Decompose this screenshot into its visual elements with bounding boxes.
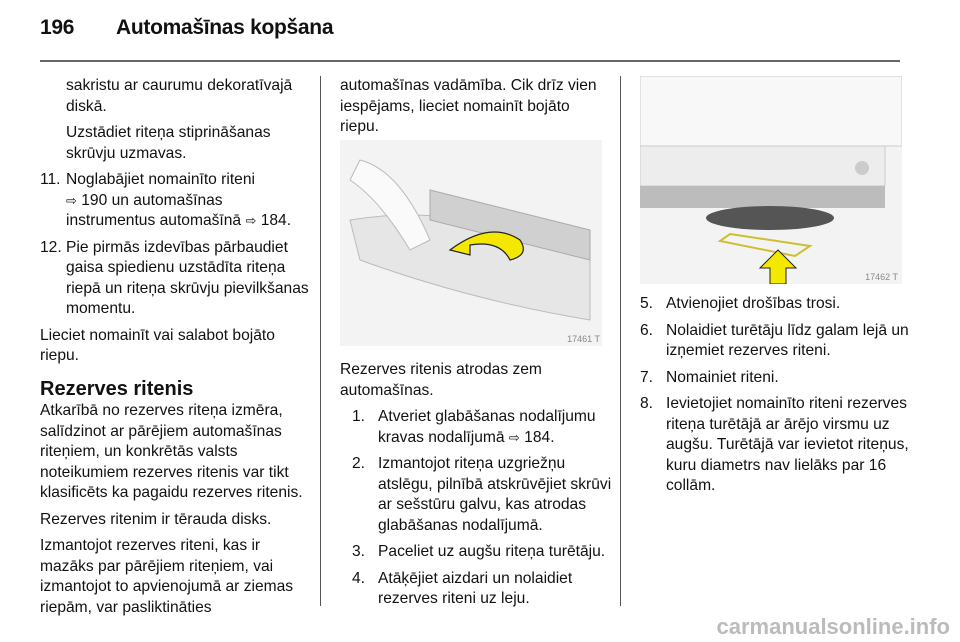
item-number: 2. bbox=[352, 455, 366, 472]
paragraph: Rezerves ritenim ir tērauda disks. bbox=[40, 510, 272, 528]
figure-id: 17462 T bbox=[865, 272, 898, 282]
item-text: Atāķējiet aizdari un nolaidiet rezerves riteni uz leju. bbox=[378, 569, 573, 607]
column-3 bbox=[640, 294, 920, 503]
paragraph: Lieciet nomainīt vai salabot bojāto riepu. bbox=[40, 326, 275, 364]
item-text: Atvienojiet drošības trosi. bbox=[666, 295, 841, 312]
watermark: carmanualsonline.info bbox=[716, 614, 950, 639]
item-number: 12. bbox=[40, 238, 62, 256]
underbody-illustration bbox=[640, 76, 902, 284]
item-text: Izmantojot riteņa uzgriežņu atslēgu, pilnībā atskrūvējiet skrūvi ar sešstūru galvu, kas atrodas glabāšanas nodalījumā. bbox=[378, 455, 612, 534]
text: Atveriet glabāšanas nodalījumu kravas nodalījumā bbox=[378, 408, 596, 446]
item-text bbox=[66, 170, 312, 232]
list-item bbox=[40, 238, 312, 320]
item-text: Nolaidiet turētāju līdz galam lejā un izņemiet rezerves riteni. bbox=[666, 321, 909, 359]
list-item bbox=[640, 321, 920, 362]
figure-id: 17461 T bbox=[567, 334, 600, 344]
column-2 bbox=[340, 76, 612, 144]
page-ref[interactable]: 184 bbox=[524, 428, 551, 446]
page-title: Automašīnas kopšana bbox=[116, 16, 334, 39]
item-number: 1. bbox=[352, 408, 366, 425]
page-ref-arrow-icon: ⇨ bbox=[508, 429, 520, 445]
column-2-lower bbox=[340, 360, 615, 616]
list-item bbox=[40, 170, 312, 232]
list-item bbox=[340, 569, 615, 610]
column-1 bbox=[40, 76, 312, 624]
list-item bbox=[640, 368, 920, 389]
list-item bbox=[640, 394, 920, 497]
item-number: 3. bbox=[352, 543, 366, 560]
trunk-drawing bbox=[340, 140, 602, 346]
paragraph: automašīnas vadāmība. Cik drīz vien iespējams, lieciet nomainīt bojāto riepu. bbox=[340, 77, 597, 135]
page-number: 196 bbox=[40, 16, 75, 39]
item-number: 4. bbox=[352, 569, 366, 587]
item-text: Ievietojiet nomainīto riteni rezerves riteņa turētājā ar ārējo virsmu uz augšu. Turētājā var ievietot riteņus, kuru diametrs nav lielāks par 16 collām. bbox=[666, 395, 909, 494]
page-ref[interactable]: 184 bbox=[260, 212, 287, 229]
item-number: 6. bbox=[640, 321, 654, 339]
paragraph: Rezerves ritenis atrodas zem automašīnas. bbox=[340, 361, 542, 399]
paragraph: Izmantojot rezerves riteni, kas ir mazāks par pārējiem riteņiem, vai izmantojot to apvienojumā ar ziemas riepām, var pasliktināties bbox=[40, 537, 294, 616]
column-divider bbox=[620, 76, 621, 606]
list-item bbox=[340, 542, 615, 563]
underbody-drawing bbox=[640, 76, 902, 284]
item-number: 7. bbox=[640, 368, 654, 386]
paragraph: Uzstādiet riteņa stiprināšanas skrūvju uzmavas. bbox=[66, 124, 271, 162]
item-text: Nomainiet riteni. bbox=[666, 368, 779, 386]
page-ref[interactable]: 190 bbox=[81, 191, 108, 209]
item-number: 5. bbox=[640, 295, 654, 312]
paragraph: Atkarībā no rezerves riteņa izmēra, salīdzinot ar pārējiem automašīnas riteņiem, un konkrētās valsts noteikumiem rezerves ritenis var tikt klasificēts ka pagaidu rezerves ritenis. bbox=[40, 402, 303, 501]
item-number: 11. bbox=[40, 171, 61, 188]
trunk-illustration bbox=[340, 140, 602, 346]
text: Noglabājiet nomainīto riteni bbox=[66, 171, 255, 188]
item-number: 8. bbox=[640, 395, 654, 412]
page-header bbox=[40, 16, 333, 40]
paragraph: sakristu ar caurumu dekoratīvajā diskā. bbox=[66, 77, 293, 115]
list-item bbox=[340, 454, 615, 536]
text: . bbox=[286, 212, 292, 229]
item-text: Pie pirmās izdevības pārbaudiet gaisa spiedienu uzstādīta riteņa riepā un riteņa skrūvju pievilkšanas momentu. bbox=[66, 238, 309, 317]
text: un automašīnas instrumentus automašīnā bbox=[66, 191, 242, 229]
page-ref-arrow-icon: ⇨ bbox=[245, 213, 257, 228]
item-text: Paceliet uz augšu riteņa turētāju. bbox=[378, 543, 606, 560]
column-divider bbox=[320, 76, 321, 606]
page-ref-arrow-icon: ⇨ bbox=[66, 192, 77, 208]
list-item bbox=[340, 407, 615, 448]
header-rule bbox=[40, 60, 900, 62]
list-item bbox=[640, 294, 920, 315]
section-heading: Rezerves ritenis bbox=[40, 377, 194, 400]
item-text: Atveriet glabāšanas nodalījumu kravas nodalījumā ⇨ 184. bbox=[378, 408, 596, 446]
